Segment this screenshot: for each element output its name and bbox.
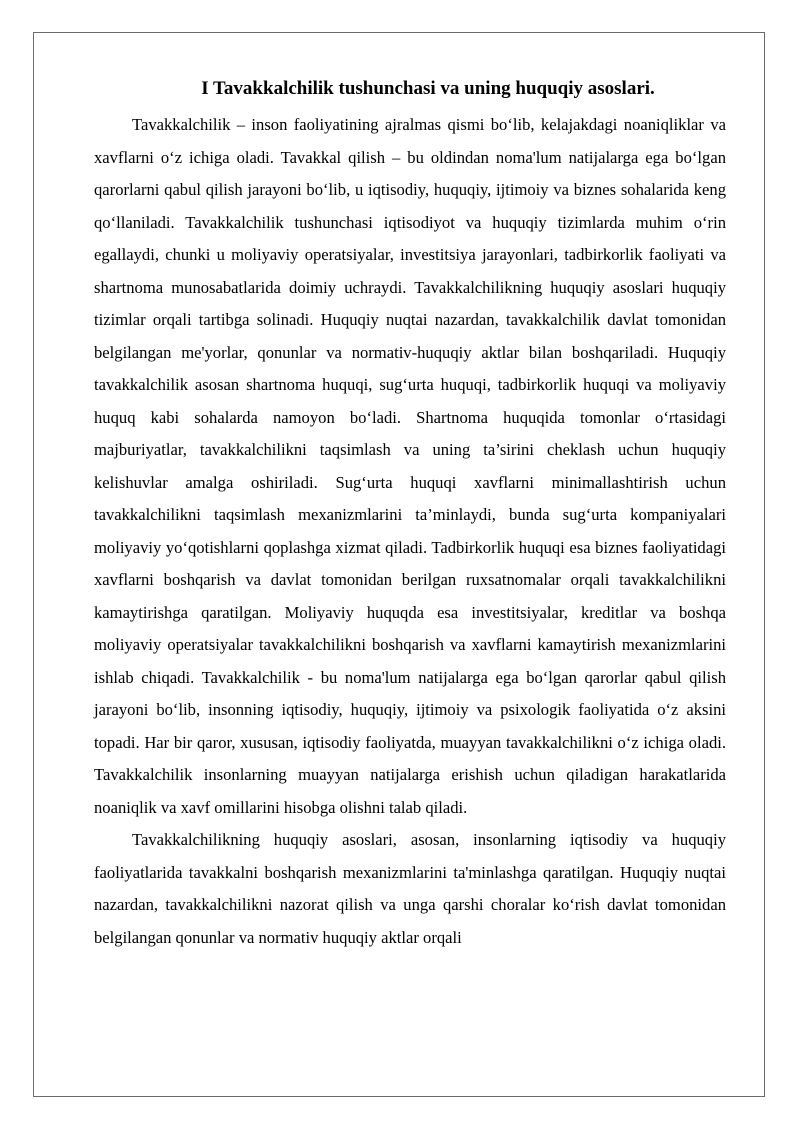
paragraph-2: Tavakkalchilikning huquqiy asoslari, asosan, insonlarning iqtisodiy va huquqiy faoliyatlarida tavakkalni boshqarish mexanizmlarini ta'minlashga qaratilgan. Huquqiy nuqtai nazardan, tavakkalchilikni nazorat qilish va unga qarshi choralar ko‘rish davlat tomonidan belgilangan qonunlar va normativ huquqiy aktlar orqali (94, 830, 726, 947)
section-heading: I Tavakkalchilik tushunchasi va uning huquqiy asoslari. (201, 78, 655, 99)
paragraph-1: Tavakkalchilik – inson faoliyatining ajralmas qismi bo‘lib, kelajakdagi noaniqliklar va xavflarni o‘z ichiga oladi. Tavakkal qilish – bu oldindan noma'lum natijalarga ega bo‘lgan qarorlarni qabul qilish jarayoni bo‘lib, u iqtisodiy, huquqiy, ijtimoiy va biznes sohalarida keng qo‘llaniladi. Tavakkalchilik tushunchasi iqtisodiyot va huquqiy tizimlarda muhim o‘rin egallaydi, chunki u moliyaviy operatsiyalar, investitsiya jarayonlari, tadbirkorlik faoliyati va shartnoma munosabatlarida doimiy uchraydi. Tavakkalchilikning huquqiy asoslari huquqiy tizimlar orqali tartibga solinadi. Huquqiy nuqtai nazardan, tavakkalchilik davlat tomonidan belgilangan me'yorlar, qonunlar va normativ-huquqiy aktlar bilan boshqariladi. Huquqiy tavakkalchilik asosan shartnoma huquqi, sug‘urta huquqi, tadbirkorlik huquqi va moliyaviy huquq kabi sohalarda namoyon bo‘ladi. Shartnoma huquqida tomonlar o‘rtasidagi majburiyatlar, tavakkalchilikni taqsimlash va uning ta’sirini cheklash uchun huquqiy kelishuvlar amalga oshiriladi. Sug‘urta huquqi xavflarni minimallashtirish uchun tavakkalchilikni taqsimlash mexanizmlarini ta’minlaydi, bunda sug‘urta kompaniyalari moliyaviy yo‘qotishlarni qoplashga xizmat qiladi. Tadbirkorlik huquqi esa biznes faoliyatidagi xavflarni boshqarish va davlat tomonidan berilgan ruxsatnomalar orqali tavakkalchilikni kamaytirishga qaratilgan. Moliyaviy huquqda esa investitsiyalar, kreditlar va boshqa moliyaviy operatsiyalar tavakkalchilikni boshqarish va xavflarni kamaytirish mexanizmlarini ishlab chiqadi. Tavakkalchilik - bu noma'lum natijalarga ega bo‘lgan qarorlar qabul qilish jarayoni bo‘lib, insonning iqtisodiy, huquqiy, ijtimoiy va psixologik faoliyatida o‘z aksini topadi. Har bir qaror, xususan, iqtisodiy faoliyatda, muayyan tavakkalchilikni o‘z ichiga oladi. Tavakkalchilik insonlarning muayyan natijalarga erishish uchun qiladigan harakatlarida noaniqlik va xavf omillarini hisobga olishni talab qiladi. (94, 115, 726, 817)
document-body (94, 75, 726, 954)
